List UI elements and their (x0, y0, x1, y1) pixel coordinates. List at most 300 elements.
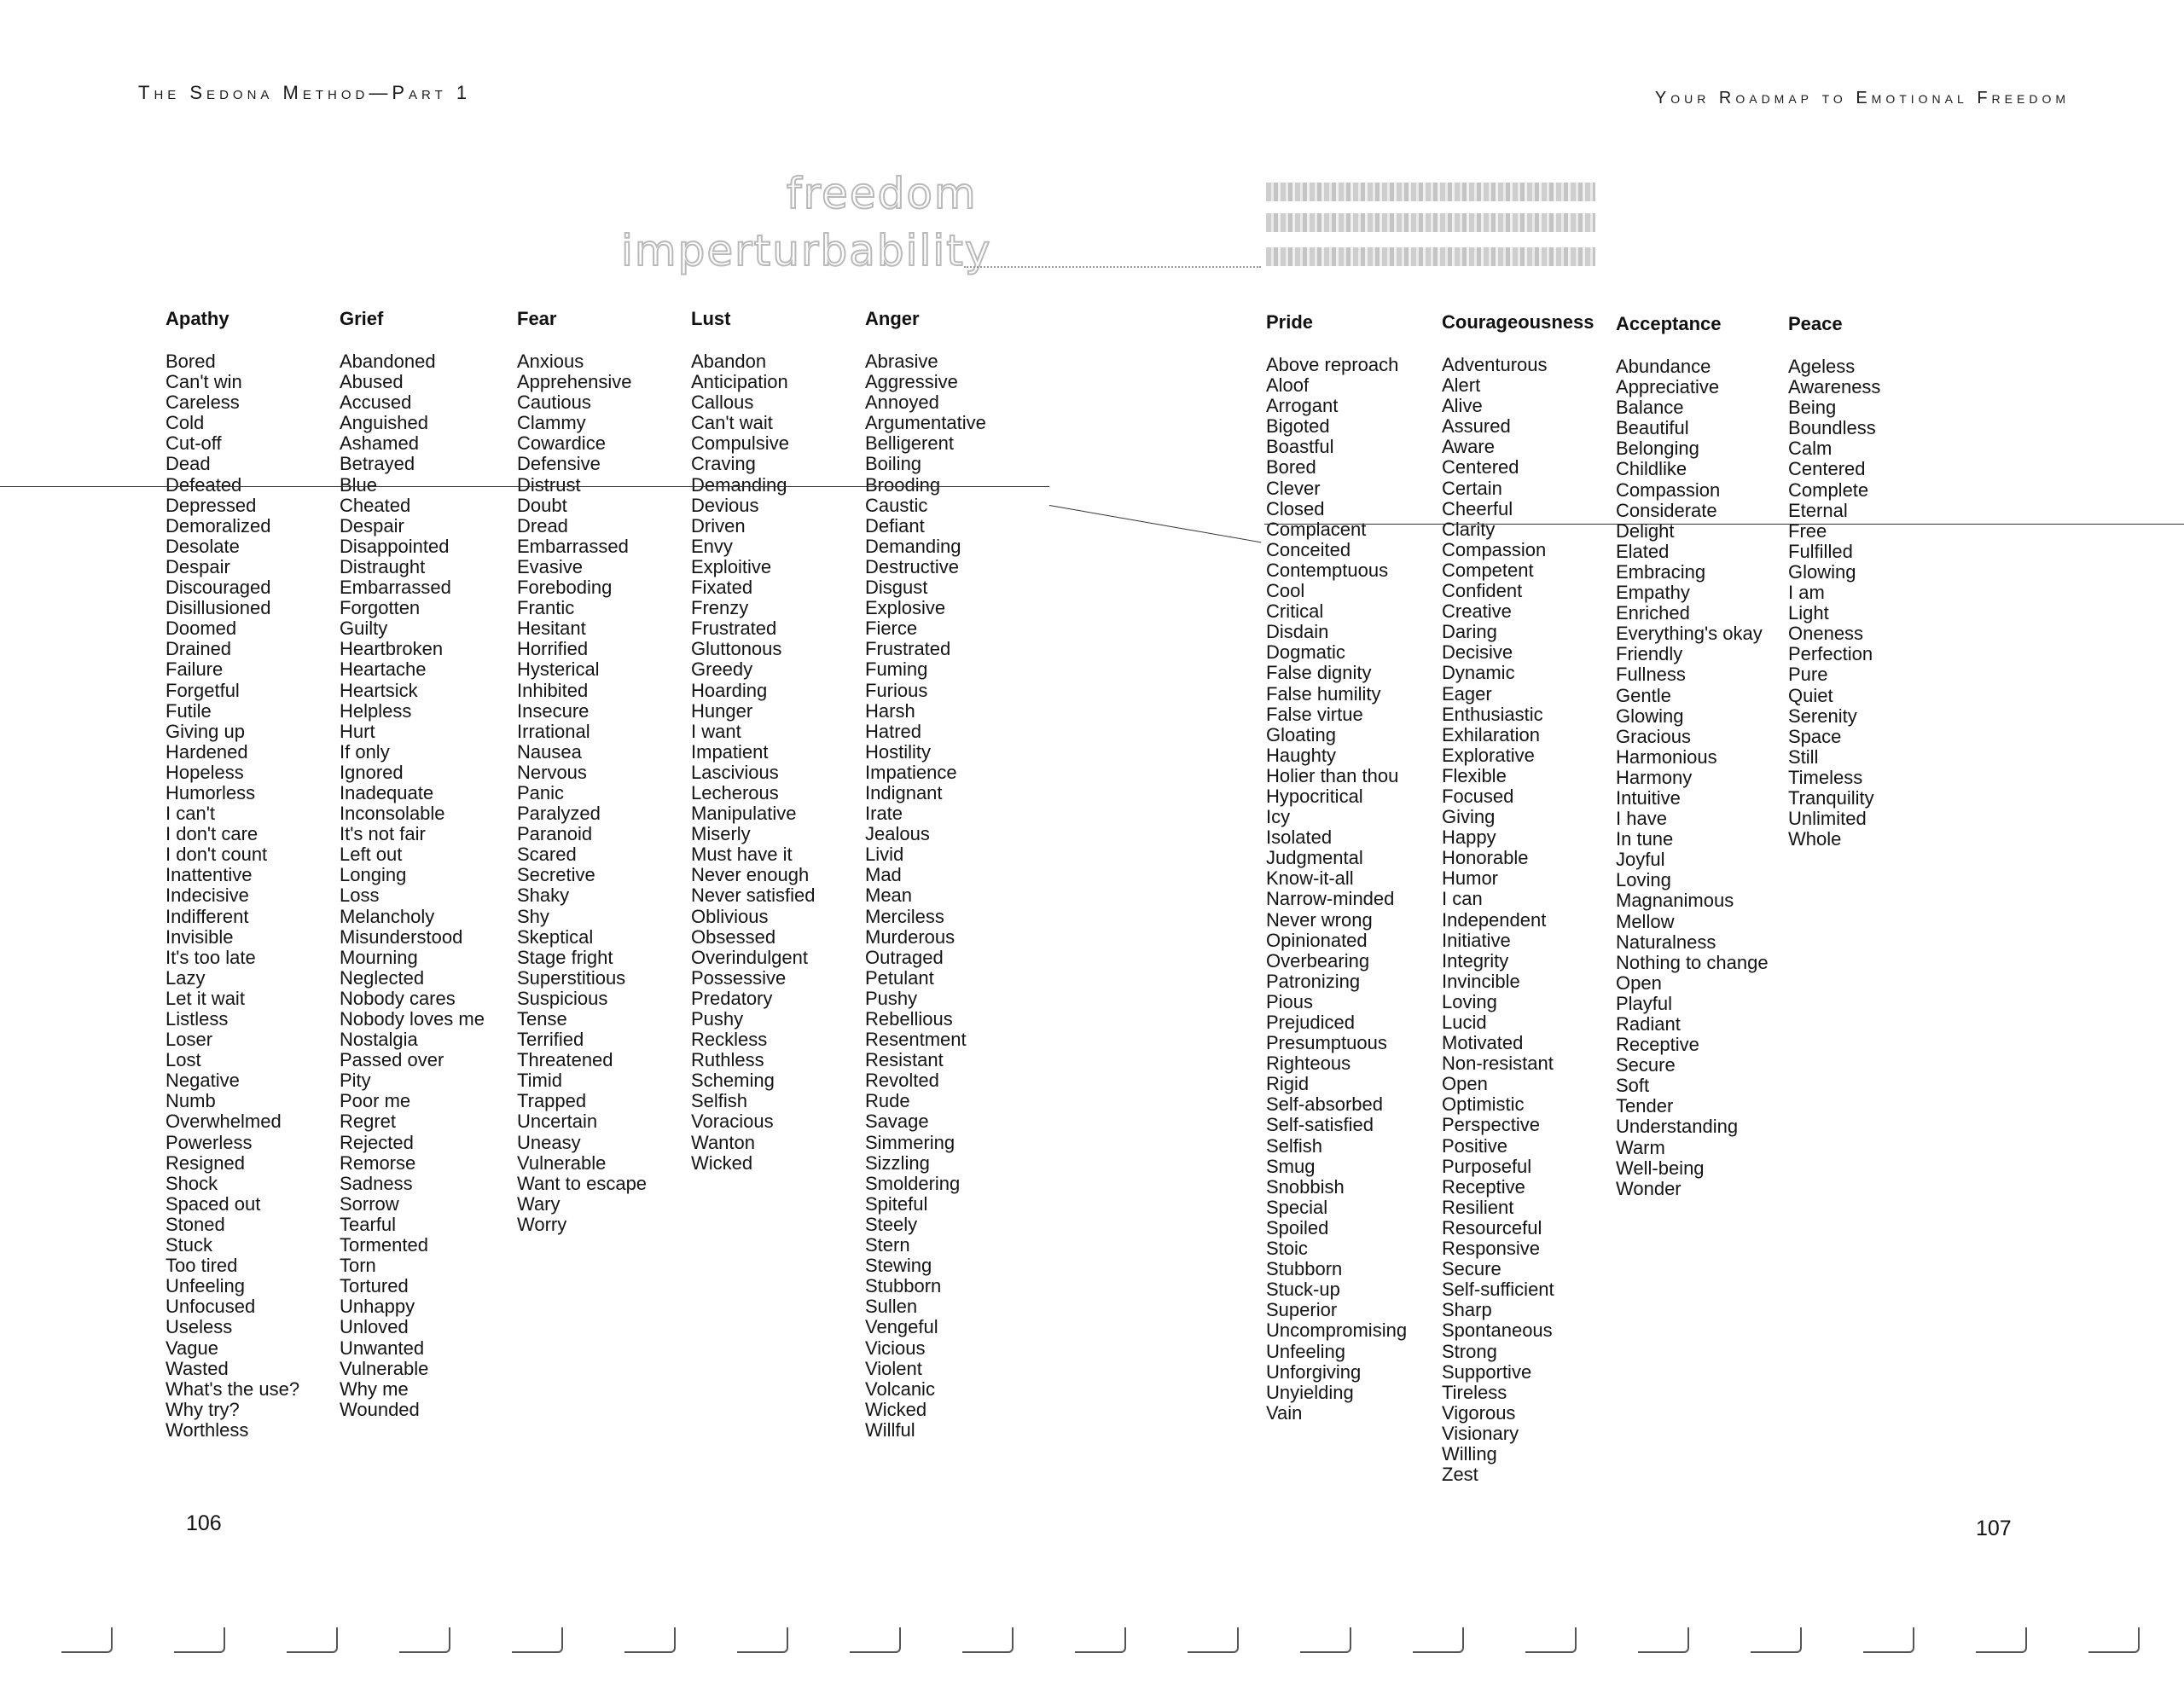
word-item: Intuitive (1616, 786, 1681, 809)
binding-mark (1751, 1627, 1802, 1653)
word-item: Naturalness (1616, 931, 1716, 953)
word-item: Stubborn (1266, 1258, 1343, 1280)
word-item: Panic (517, 781, 565, 803)
word-item: Stage fright (517, 946, 613, 968)
word-item: Anxious (517, 351, 584, 372)
word-item: Elated (1616, 540, 1670, 562)
word-item: Cheerful (1442, 497, 1513, 519)
word-item: Initiative (1442, 929, 1511, 951)
word-item: Humorless (166, 781, 256, 803)
word-item: Too tired (166, 1255, 238, 1277)
word-item: Destructive (865, 555, 960, 577)
word-item: I can (1442, 888, 1483, 910)
word-item: Evasive (517, 555, 584, 577)
column-heading: Fear (517, 308, 557, 329)
word-item: Competent (1442, 559, 1534, 581)
word-item: Voracious (691, 1111, 774, 1133)
word-item: Worry (517, 1213, 567, 1235)
word-item: Inhibited (517, 679, 589, 701)
word-item: Inattentive (166, 864, 253, 886)
word-item: Frenzy (691, 597, 749, 619)
word-item: Loser (166, 1029, 213, 1051)
word-item: Sullen (865, 1296, 918, 1318)
word-item: Vengeful (865, 1316, 938, 1338)
smudged-text-block (1266, 213, 1595, 232)
word-item: Threatened (517, 1049, 613, 1071)
column-heading: Anger (865, 308, 920, 329)
column-courageousness (1442, 310, 1594, 1485)
word-item: Happy (1442, 826, 1496, 849)
word-item: Receptive (1616, 1034, 1699, 1056)
word-item: Sorrow (340, 1192, 399, 1215)
word-item: Disillusioned (166, 597, 271, 619)
word-item: Self-satisfied (1266, 1114, 1374, 1136)
word-item: Confident (1442, 580, 1523, 602)
word-item: Judgmental (1266, 847, 1363, 869)
word-item: Creative (1442, 600, 1512, 623)
word-item: Predatory (691, 987, 773, 1009)
word-item: Pity (340, 1070, 371, 1092)
word-item: Lascivious (691, 761, 779, 783)
word-item: Cool (1266, 580, 1305, 602)
word-item: Focused (1442, 785, 1514, 807)
word-item: Pushy (691, 1008, 744, 1030)
word-item: Why me (340, 1378, 409, 1400)
column-anger (865, 307, 986, 1441)
word-item: Hurt (340, 720, 375, 742)
word-item: Harmony (1616, 766, 1693, 788)
running-head-right: Your Roadmap to Emotional Freedom (1654, 89, 2070, 107)
word-item: Invisible (166, 925, 234, 948)
word-item: Spoiled (1266, 1216, 1329, 1238)
word-item: Spontaneous (1442, 1320, 1553, 1342)
word-item: Cold (166, 412, 205, 434)
word-list (1788, 357, 1880, 850)
word-item: It's too late (166, 946, 256, 968)
word-item: Fullness (1616, 664, 1686, 686)
word-item: Patronizing (1266, 970, 1361, 992)
word-item: Violent (865, 1357, 922, 1379)
word-list (166, 351, 299, 1441)
word-item: Haughty (1266, 744, 1336, 766)
word-item: Warm (1616, 1136, 1665, 1158)
word-item: Mean (865, 884, 913, 907)
faded-word-freedom: freedom (787, 169, 978, 218)
word-item: Pure (1788, 664, 1828, 686)
word-item: Glowing (1788, 560, 1856, 583)
word-item: Dead (166, 453, 211, 475)
word-item: Isolated (1266, 826, 1333, 849)
word-item: Careless (166, 392, 240, 414)
binding-mark (174, 1627, 225, 1653)
word-item: Stern (865, 1234, 910, 1256)
word-item: Obsessed (691, 925, 776, 948)
word-item: If only (340, 740, 390, 763)
word-item: Craving (691, 453, 756, 475)
word-item: Gentle (1616, 684, 1671, 706)
word-item: Frantic (517, 597, 575, 619)
binding-mark (1188, 1627, 1239, 1653)
word-item: Perspective (1442, 1114, 1540, 1136)
word-item: Listless (166, 1008, 229, 1030)
word-item: Murderous (865, 925, 956, 948)
word-item: Nothing to change (1616, 951, 1769, 973)
word-item: Know-it-all (1266, 867, 1354, 890)
word-item: Suspicious (517, 987, 608, 1009)
word-item: Resentment (865, 1029, 967, 1051)
word-item: What's the use? (166, 1378, 300, 1400)
word-item: Presumptuous (1266, 1032, 1387, 1054)
word-item: Lazy (166, 966, 206, 989)
word-item: Harsh (865, 699, 915, 722)
word-item: Remorse (340, 1151, 416, 1174)
word-item: Wicked (691, 1151, 753, 1174)
word-list (1616, 357, 1769, 1199)
word-item: Enriched (1616, 602, 1690, 624)
word-item: Giving up (166, 720, 245, 742)
word-item: Ignored (340, 761, 404, 783)
word-item: Arrogant (1266, 395, 1339, 417)
word-item: Shock (166, 1172, 218, 1194)
word-item: Devious (691, 494, 759, 516)
word-item: Never enough (691, 864, 810, 886)
word-item: Irrational (517, 720, 590, 742)
word-item: Disdain (1266, 621, 1329, 643)
word-item: Quiet (1788, 684, 1833, 706)
word-item: Wounded (340, 1398, 420, 1420)
word-item: Lucid (1442, 1012, 1487, 1033)
column-pride (1266, 310, 1407, 1424)
word-item: Closed (1266, 497, 1325, 519)
column-lust (691, 307, 816, 1174)
word-item: Discouraged (166, 577, 271, 599)
word-item: Harmonious (1616, 745, 1717, 768)
word-item: Unlimited (1788, 808, 1867, 830)
word-item: Gloating (1266, 723, 1336, 745)
word-item: Furious (865, 679, 928, 701)
word-item: I am (1788, 582, 1825, 604)
word-item: Uncertain (517, 1111, 598, 1133)
word-item: Compulsive (691, 432, 789, 455)
word-item: Dread (517, 514, 568, 536)
word-item: Understanding (1616, 1116, 1739, 1138)
word-item: Demoralized (166, 514, 271, 536)
column-grief (340, 307, 485, 1420)
word-item: Conceited (1266, 538, 1351, 560)
word-item: Why try? (166, 1398, 240, 1420)
word-item: Disappointed (340, 535, 450, 557)
word-item: Daring (1442, 621, 1497, 643)
word-item: Distraught (340, 555, 426, 577)
word-item: Foreboding (517, 577, 613, 599)
word-item: Tense (517, 1008, 567, 1030)
word-item: Distrust (517, 473, 581, 496)
binding-mark (2088, 1627, 2140, 1653)
word-item: Hopeless (166, 761, 244, 783)
word-item: Hardened (166, 740, 248, 763)
word-item: Embracing (1616, 560, 1706, 583)
word-item: Argumentative (865, 412, 986, 434)
word-item: Defiant (865, 514, 925, 536)
word-item: Lost (166, 1049, 201, 1071)
word-item: Radiant (1616, 1013, 1681, 1035)
word-item: Forgetful (166, 679, 240, 701)
word-item: Vulnerable (517, 1151, 607, 1174)
word-item: Irate (865, 803, 903, 825)
word-item: Abrasive (865, 351, 938, 372)
word-item: Stubborn (865, 1275, 942, 1297)
word-item: Futile (166, 699, 212, 722)
word-item: Let it wait (166, 987, 245, 1009)
word-item: Skeptical (517, 925, 594, 948)
word-item: Fierce (865, 618, 918, 640)
word-item: Uncompromising (1266, 1320, 1408, 1342)
fold-line (1264, 524, 2184, 525)
word-item: Must have it (691, 844, 793, 866)
word-item: Inadequate (340, 781, 434, 803)
word-item: Giving (1442, 806, 1496, 828)
word-item: Helpless (340, 699, 412, 722)
word-item: Clarity (1442, 518, 1496, 540)
word-item: Never wrong (1266, 908, 1373, 931)
word-item: Manipulative (691, 803, 797, 825)
word-item: Ruthless (691, 1049, 764, 1071)
word-item: False humility (1266, 682, 1381, 705)
word-item: Supportive (1442, 1360, 1532, 1383)
word-item: Gluttonous (691, 638, 782, 660)
word-item: Vague (166, 1337, 218, 1359)
word-item: Fuming (865, 658, 928, 681)
word-item: Ashamed (340, 432, 419, 455)
page-number-right: 107 (1976, 1517, 2012, 1540)
word-item: Boiling (865, 453, 922, 475)
word-item: Compassion (1442, 538, 1547, 560)
word-item: Revolted (865, 1070, 939, 1092)
word-item: Snobbish (1266, 1175, 1345, 1198)
page-number-left: 106 (186, 1511, 222, 1535)
word-item: Open (1442, 1073, 1488, 1095)
word-item: Aloof (1266, 374, 1310, 397)
word-item: Free (1788, 519, 1827, 542)
binding-mark (737, 1627, 788, 1653)
word-item: Pushy (865, 987, 918, 1009)
word-item: Tearful (340, 1213, 397, 1235)
column-acceptance (1616, 312, 1769, 1199)
column-heading: Apathy (166, 308, 229, 329)
word-item: Loss (340, 884, 380, 907)
smudged-text-block (1266, 247, 1595, 266)
word-item: Overindulgent (691, 946, 808, 968)
word-item: Miserly (691, 823, 751, 845)
word-item: Exploitive (691, 555, 772, 577)
word-item: Frustrated (691, 618, 777, 640)
word-item: Depressed (166, 494, 257, 516)
word-item: Eager (1442, 682, 1492, 705)
word-item: Strong (1442, 1340, 1497, 1362)
column-heading: Lust (691, 308, 731, 329)
word-item: Contemptuous (1266, 559, 1389, 581)
word-item: Secure (1442, 1258, 1502, 1280)
word-item: Failure (166, 658, 224, 681)
word-item: Rebellious (865, 1008, 953, 1030)
binding-mark (1525, 1627, 1577, 1653)
word-item: Being (1788, 397, 1837, 419)
word-item: Wary (517, 1192, 561, 1215)
word-item: Light (1788, 602, 1829, 624)
word-item: Accused (340, 392, 412, 414)
word-list (517, 351, 647, 1235)
word-item: Honorable (1442, 847, 1529, 869)
word-item: Tortured (340, 1275, 409, 1297)
word-item: Steely (865, 1213, 918, 1235)
word-item: Willful (865, 1418, 915, 1441)
faded-baseline (964, 266, 1261, 268)
column-fear (517, 307, 647, 1235)
word-item: Paranoid (517, 823, 593, 845)
word-item: Wanton (691, 1131, 756, 1153)
word-item: Optimistic (1442, 1093, 1525, 1116)
word-item: Spaced out (166, 1192, 261, 1215)
word-item: Guilty (340, 618, 388, 640)
word-item: Opinionated (1266, 929, 1368, 951)
word-item: Useless (166, 1316, 233, 1338)
word-item: Shy (517, 905, 549, 927)
word-item: Betrayed (340, 453, 415, 475)
word-item: Oneness (1788, 623, 1864, 645)
binding-mark (962, 1627, 1014, 1653)
running-head-left: The Sedona Method—Part 1 (138, 82, 472, 103)
word-item: Hoarding (691, 679, 768, 701)
word-item: Fixated (691, 577, 753, 599)
word-item: Mellow (1616, 910, 1675, 932)
word-item: Volcanic (865, 1378, 935, 1400)
word-item: Enthusiastic (1442, 703, 1543, 725)
word-item: Serenity (1788, 705, 1857, 727)
word-item: Bored (166, 351, 216, 372)
word-item: Motivated (1442, 1032, 1524, 1054)
word-item: Magnanimous (1616, 890, 1734, 912)
word-item: Aware (1442, 436, 1495, 458)
word-item: Longing (340, 864, 407, 886)
binding-mark (1300, 1627, 1351, 1653)
word-item: Whole (1788, 828, 1842, 850)
word-item: Clever (1266, 477, 1321, 499)
word-item: Complete (1788, 478, 1869, 501)
binding-mark (1863, 1627, 1914, 1653)
word-item: Timid (517, 1070, 562, 1092)
word-item: Nervous (517, 761, 587, 783)
binding-mark (1638, 1627, 1689, 1653)
word-item: In tune (1616, 828, 1674, 850)
word-item: Aggressive (865, 371, 958, 393)
word-item: Boastful (1266, 436, 1334, 458)
word-item: Secure (1616, 1054, 1676, 1076)
word-item: Responsive (1442, 1238, 1540, 1260)
word-item: Friendly (1616, 643, 1683, 665)
word-item: Nausea (517, 740, 582, 763)
smudged-text-block (1266, 183, 1595, 201)
word-item: Secretive (517, 864, 595, 886)
word-item: Negative (166, 1070, 240, 1092)
word-item: Hesitant (517, 618, 586, 640)
word-item: Resilient (1442, 1196, 1514, 1218)
word-item: I have (1616, 808, 1667, 830)
word-item: Abandon (691, 351, 767, 372)
word-item: Regret (340, 1111, 397, 1133)
word-item: Stuck-up (1266, 1279, 1340, 1301)
word-item: Rejected (340, 1131, 414, 1153)
word-item: Torn (340, 1255, 376, 1277)
word-item: Purposeful (1442, 1155, 1532, 1177)
word-item: Hysterical (517, 658, 600, 681)
word-item: Defeated (166, 473, 242, 496)
word-item: Loving (1616, 869, 1671, 891)
word-item: Abundance (1616, 356, 1711, 377)
word-item: Overwhelmed (166, 1111, 282, 1133)
word-item: Tranquility (1788, 786, 1874, 809)
word-item: Mourning (340, 946, 418, 968)
word-item: Doomed (166, 618, 237, 640)
word-item: Spiteful (865, 1192, 928, 1215)
word-item: Oblivious (691, 905, 769, 927)
word-item: Abused (340, 371, 404, 393)
word-item: Heartbroken (340, 638, 444, 660)
word-item: Belligerent (865, 432, 954, 455)
word-item: Still (1788, 745, 1819, 768)
word-item: Smoldering (865, 1172, 961, 1194)
binding-mark (1075, 1627, 1126, 1653)
word-item: Awareness (1788, 376, 1881, 398)
word-item: Demanding (865, 535, 961, 557)
word-item: Greedy (691, 658, 753, 681)
word-item: Desolate (166, 535, 240, 557)
word-item: Unhappy (340, 1296, 415, 1318)
word-item: Centered (1442, 456, 1519, 478)
word-item: Selfish (691, 1090, 748, 1112)
word-item: Open (1616, 972, 1662, 994)
word-item: Loving (1442, 990, 1497, 1012)
word-item: Despair (340, 514, 404, 536)
word-item: Willing (1442, 1442, 1497, 1464)
word-item: Sizzling (865, 1151, 930, 1174)
word-item: Unyielding (1266, 1381, 1354, 1403)
word-item: Heartsick (340, 679, 418, 701)
word-item: Terrified (517, 1029, 584, 1051)
word-item: Insecure (517, 699, 590, 722)
word-item: Balance (1616, 397, 1684, 419)
word-item: Jealous (865, 823, 930, 845)
word-item: Childlike (1616, 458, 1687, 480)
word-item: Zest (1442, 1464, 1478, 1486)
word-item: Passed over (340, 1049, 444, 1071)
word-item: I can't (166, 803, 216, 825)
word-item: Cowardice (517, 432, 606, 455)
word-item: Certain (1442, 477, 1502, 499)
word-item: Vicious (865, 1337, 926, 1359)
word-item: Demanding (691, 473, 787, 496)
word-item: Assured (1442, 415, 1511, 438)
word-item: Impatience (865, 761, 957, 783)
word-item: Non-resistant (1442, 1053, 1554, 1075)
word-item: Narrow-minded (1266, 888, 1395, 910)
word-item: Empathy (1616, 582, 1690, 604)
word-item: Callous (691, 392, 754, 414)
word-item: Icy (1266, 806, 1291, 828)
word-list (340, 351, 485, 1420)
column-heading: Peace (1788, 313, 1843, 334)
word-item: Self-absorbed (1266, 1093, 1383, 1116)
word-item: Unwanted (340, 1337, 425, 1359)
